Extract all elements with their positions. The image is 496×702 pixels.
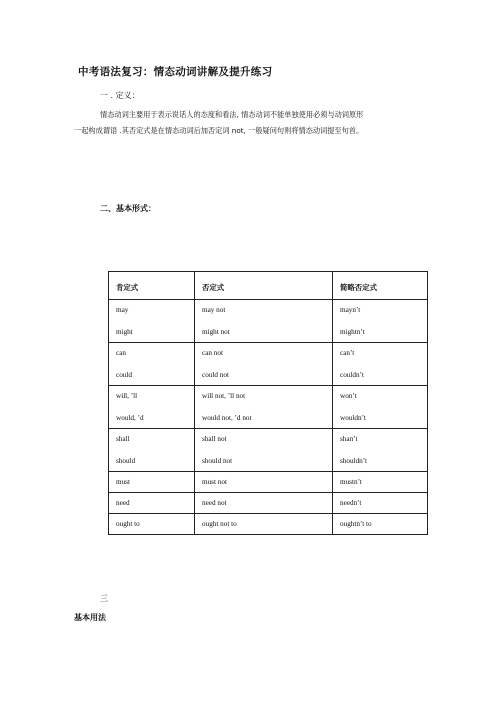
section-1-heading: 一 . 定义：: [100, 91, 140, 100]
contracted-cell: [333, 343, 428, 386]
cell-word: need: [116, 499, 130, 507]
header-negative: 否定式: [195, 272, 333, 300]
contracted-cell: [333, 300, 428, 343]
cell-word: would, ’d: [116, 414, 144, 422]
contracted-cell: [333, 493, 428, 514]
affirmative-cell: [109, 300, 195, 343]
negative-cell: [195, 514, 333, 535]
cell-word: wouldn’t: [340, 414, 366, 422]
affirmative-cell: [109, 493, 195, 514]
cell-word: can: [116, 349, 126, 357]
affirmative-cell: [109, 429, 195, 472]
cell-word: must: [116, 478, 130, 486]
table-row: [109, 300, 428, 343]
header-affirmative: 肯定式: [109, 272, 195, 300]
cell-word: mightn’t: [340, 328, 365, 336]
negative-cell: [195, 472, 333, 493]
cell-word: oughtn’t to: [340, 520, 372, 528]
cell-word: can not: [202, 349, 223, 357]
cell-word: shall: [116, 435, 130, 443]
negative-cell: [195, 386, 333, 429]
section-3-number: 三: [100, 594, 108, 603]
contracted-cell: [333, 386, 428, 429]
affirmative-cell: [109, 343, 195, 386]
contracted-cell: [333, 429, 428, 472]
cell-word: mustn’t: [340, 478, 362, 486]
cell-word: couldn’t: [340, 371, 364, 379]
cell-word: needn’t: [340, 499, 362, 507]
affirmative-cell: [109, 514, 195, 535]
definition-line-1: 情态动词主要用于表示说话人的态度和看法, 情态动词不能单独使用必须与动词原形: [100, 110, 364, 119]
contracted-cell: [333, 514, 428, 535]
section-3-heading: 基本用法: [74, 613, 106, 622]
cell-word: ought to: [116, 520, 140, 528]
table-row: [109, 429, 428, 472]
cell-word: mayn’t: [340, 306, 361, 314]
cell-word: won’t: [340, 392, 357, 400]
cell-word: need not: [202, 499, 227, 507]
table-header-row: [109, 272, 428, 300]
negative-cell: [195, 343, 333, 386]
cell-word: shouldn’t: [340, 457, 368, 465]
cell-word: can’t: [340, 349, 355, 357]
cell-word: ought not to: [202, 520, 237, 528]
definition-paragraph: [74, 107, 426, 139]
cell-word: may not: [202, 306, 226, 314]
contracted-cell: [333, 472, 428, 493]
negative-cell: [195, 493, 333, 514]
page-title: 中考语法复习：情态动词讲解及提升练习: [78, 66, 273, 78]
cell-word: shan’t: [340, 435, 358, 443]
table-row: [109, 514, 428, 535]
cell-word: will, ’ll: [116, 392, 138, 400]
affirmative-cell: [109, 386, 195, 429]
cell-word: might: [116, 328, 133, 336]
table-row: [109, 472, 428, 493]
negative-cell: [195, 300, 333, 343]
cell-word: would not, ’d not: [202, 414, 252, 422]
cell-word: might not: [202, 328, 230, 336]
cell-word: shall not: [202, 435, 227, 443]
negative-cell: [195, 429, 333, 472]
cell-word: could: [116, 371, 132, 379]
cell-word: must not: [202, 478, 227, 486]
table-row: [109, 343, 428, 386]
cell-word: may: [116, 306, 129, 314]
cell-word: could not: [202, 371, 229, 379]
header-contracted-negative: 简略否定式: [333, 272, 428, 300]
modal-forms-table: [108, 271, 428, 535]
definition-line-2: 一起构成谓语 .其否定式是在情态动词后加否定词 not, 一般疑问句则将情态动词提至句首。: [74, 126, 364, 135]
cell-word: should: [116, 457, 136, 465]
table-row: [109, 386, 428, 429]
section-2-heading: 二、基本形式：: [100, 204, 156, 213]
table-row: [109, 493, 428, 514]
cell-word: should not: [202, 457, 233, 465]
cell-word: will not, ’ll not: [202, 392, 246, 400]
affirmative-cell: [109, 472, 195, 493]
